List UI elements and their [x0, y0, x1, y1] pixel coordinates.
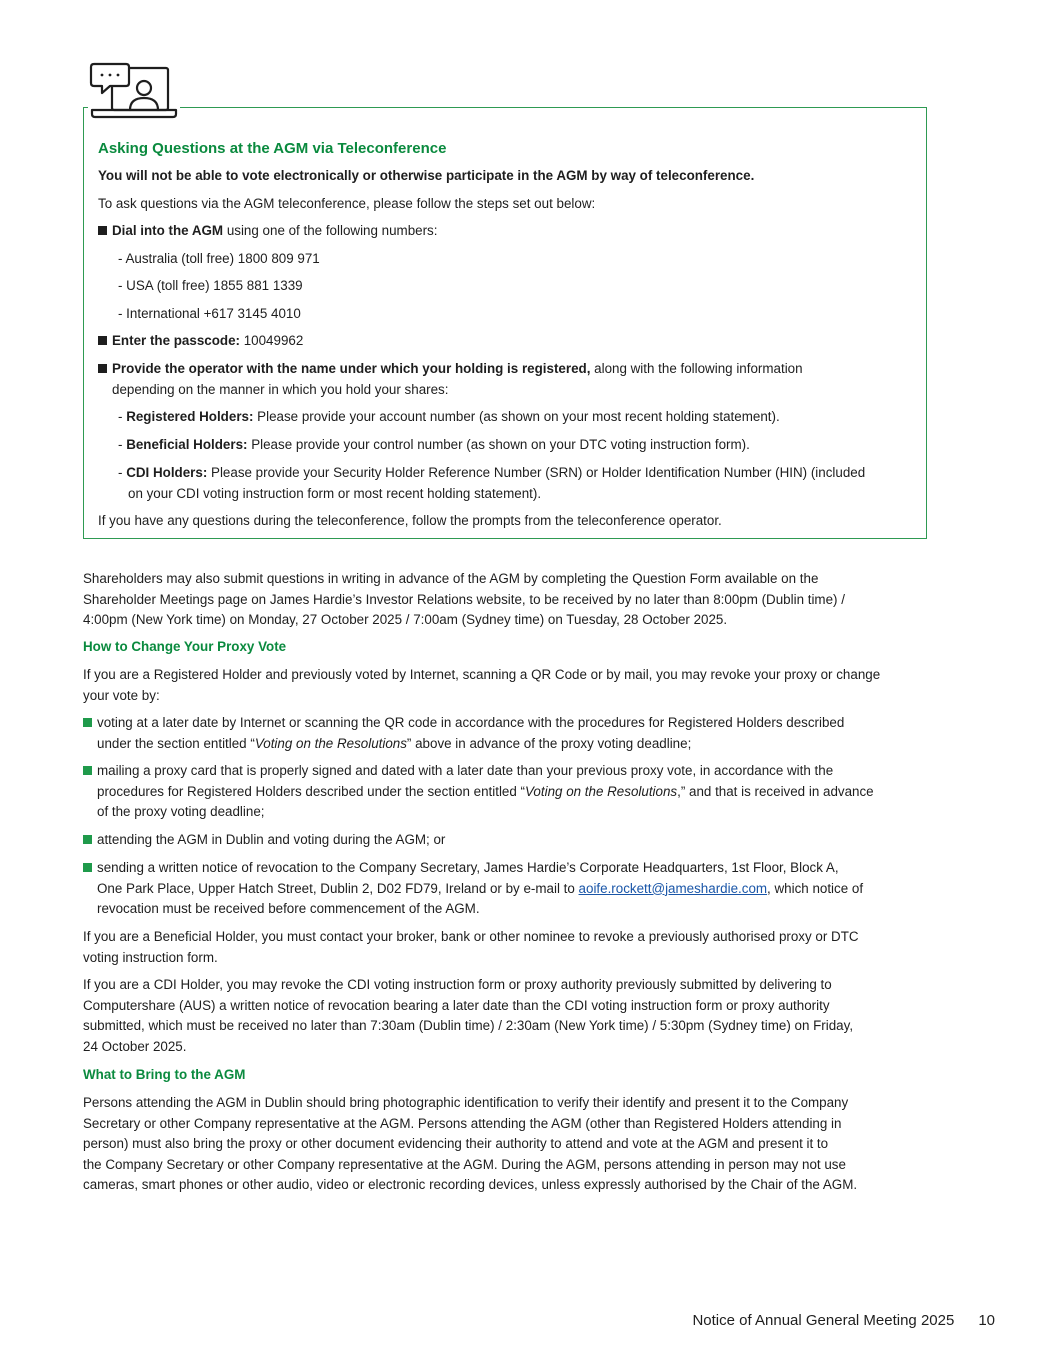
written-questions-paragraph: Shareholders may also submit questions in writing in advance of the AGM by completing the Question Form available on the Shareholder Meetings page on James Hardie’s Investor Relations website, to be received by no later than 8:00pm (Dublin time) / 4:00pm (New York time) on Monday, 27 October 2025 / 7:00am (Sydney time) on Tuesday, 28 October 2025.: [83, 571, 845, 628]
beneficial-holders-item: - Beneficial Holders: Please provide your control number (as shown on your DTC voting instruction form).: [118, 437, 750, 452]
footer-title: Notice of Annual General Meeting 2025: [692, 1312, 955, 1329]
bullet-square-icon: [83, 718, 92, 727]
bullet-square-icon: [98, 364, 107, 373]
bullet-square-icon: [83, 835, 92, 844]
proxy-heading: How to Change Your Proxy Vote: [83, 639, 287, 654]
dial-bullet: Dial into the AGM using one of the following numbers:: [98, 221, 910, 242]
teleconference-heading: Asking Questions at the AGM via Teleconference: [98, 140, 447, 157]
teleconference-intro: To ask questions via the AGM teleconference, please follow the steps set out below:: [98, 196, 596, 211]
proxy-bullet-mail: mailing a proxy card that is properly signed and dated with a later date than your previous proxy vote, in accordance with the procedures for Registered Holders described under the section entitled “Voting on the Resolutions,” and that is received in advance of the proxy voting deadline;: [83, 761, 943, 823]
cdi-holders-item: - CDI Holders: Please provide your Security Holder Reference Number (SRN) or Holder Identification Number (HIN) (included on your CDI voting instruction form or most recent holding statement).: [118, 465, 866, 501]
bring-heading: What to Bring to the AGM: [83, 1067, 246, 1082]
beneficial-holder-paragraph: If you are a Beneficial Holder, you must contact your broker, bank or other nominee to revoke a previously authorised proxy or DTC voting instruction form.: [83, 929, 859, 965]
passcode-bullet: Enter the passcode: 10049962: [98, 331, 910, 352]
number-international: - International +617 3145 4010: [118, 306, 301, 321]
bullet-square-icon: [83, 863, 92, 872]
registered-holders-item: - Registered Holders: Please provide your account number (as shown on your most recent holding statement).: [118, 409, 780, 424]
video-call-chat-icon: [88, 60, 180, 124]
cdi-holder-paragraph: If you are a CDI Holder, you may revoke the CDI voting instruction form or proxy authority previously submitted by delivering to Computershare (AUS) a written notice of revocation bearing a later date than the CDI voting instruction form or proxy authority submitted, which must be received no later than 7:30am (Dublin time) / 2:30am (New York time) / 5:30pm (Sydney time) on Friday, 24 October 2025.: [83, 977, 854, 1054]
bullet-square-icon: [98, 336, 107, 345]
number-usa: - USA (toll free) 1855 881 1339: [118, 278, 303, 293]
proxy-intro: If you are a Registered Holder and previously voted by Internet, scanning a QR Code or by mail, you may revoke your proxy or change your vote by:: [83, 667, 881, 703]
teleconference-box: [83, 107, 927, 539]
number-australia: - Australia (toll free) 1800 809 971: [118, 251, 320, 266]
bullet-square-icon: [98, 226, 107, 235]
proxy-bullet-attend: attending the AGM in Dublin and voting during the AGM; or: [83, 830, 933, 851]
operator-bullet: Provide the operator with the name under which your holding is registered, along with the following information depending on the manner in which you hold your shares:: [98, 359, 910, 400]
teleconference-closing: If you have any questions during the teleconference, follow the prompts from the teleconference operator.: [98, 513, 722, 528]
proxy-bullet-internet: voting at a later date by Internet or scanning the QR code in accordance with the procedures for Registered Holders described under the section entitled “Voting on the Resolutions” above in advance of the proxy voting deadline;: [83, 713, 933, 754]
page-number: 10: [978, 1312, 995, 1329]
proxy-bullet-written-notice: sending a written notice of revocation to the Company Secretary, James Hardie’s Corporate Headquarters, 1st Floor, Block A, One Park Place, Upper Hatch Street, Dublin 2, D02 FD79, Ireland or by e-mail to aoife.rockett@jameshardie.com, which notice of revocation must be received before commencement of the AGM.: [83, 858, 933, 920]
bring-paragraph: Persons attending the AGM in Dublin should bring photographic identification to verify their identify and present it to the Company Secretary or other Company representative at the AGM. Persons attending the AGM (other than Registered Holders attending in person) must also bring the proxy or other document evidencing their authority to attend and vote at the AGM and present it to the Company Secretary or other Company representative at the AGM. During the AGM, persons attending in person may not use cameras, smart phones or other audio, video or electronic recording devices, unless expressly authorised by the Chair of the AGM.: [83, 1095, 858, 1193]
teleconference-warning: You will not be able to vote electronically or otherwise participate in the AGM by way of teleconference.: [98, 168, 755, 183]
email-link[interactable]: aoife.rockett@jameshardie.com: [578, 880, 768, 896]
page-footer: [692, 1312, 995, 1329]
bullet-square-icon: [83, 766, 92, 775]
